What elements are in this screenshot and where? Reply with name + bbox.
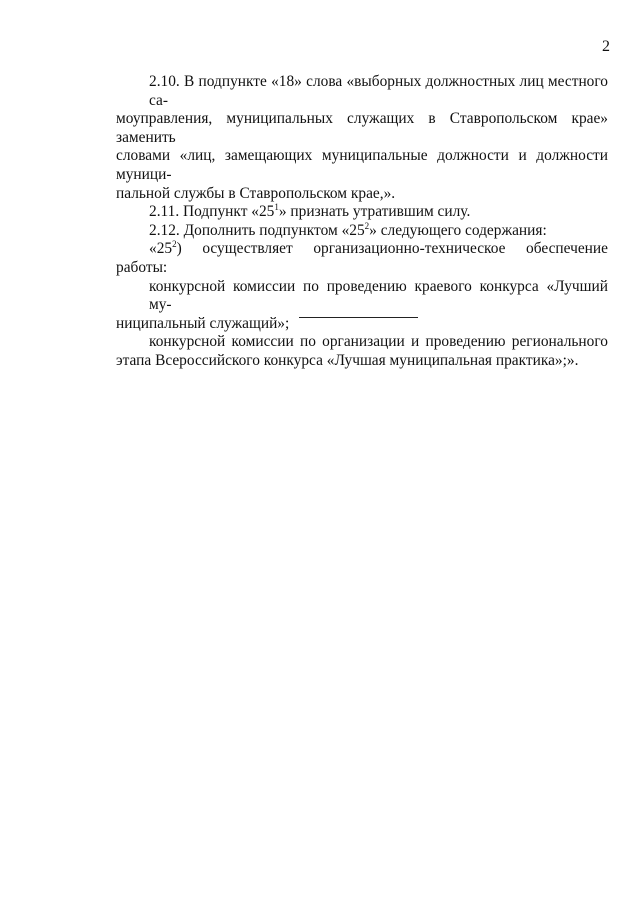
text-line: моуправления, муниципальных служащих в Ставропольском крае» заменить xyxy=(116,110,608,146)
text-fragment: ) осуществляет организационно-техническое обеспечение работы: xyxy=(116,240,608,276)
text-line: этапа Всероссийского конкурса «Лучшая муниципальная практика»;». xyxy=(116,351,579,369)
superscript: 1 xyxy=(274,202,279,213)
text-fragment: «25 xyxy=(149,240,173,258)
text-fragment: » признать утратившим силу. xyxy=(278,203,471,221)
paragraph-subitem-25-2 xyxy=(116,240,608,277)
end-of-document-rule xyxy=(299,317,418,318)
text-line: ниципальный служащий»; xyxy=(116,314,290,332)
text-line: словами «лиц, замещающих муниципальные должности и должности муници- xyxy=(116,147,608,183)
paragraph-2-12 xyxy=(116,222,608,241)
paragraph-contest-best-practice xyxy=(116,333,608,370)
text-line: конкурсной комиссии по проведению краевого конкурса «Лучший му- xyxy=(149,277,608,314)
page-number: 2 xyxy=(602,38,610,55)
text-line: конкурсной комиссии по организации и проведению регионального xyxy=(149,333,608,351)
text-fragment: » следующего содержания: xyxy=(369,221,547,239)
paragraph-contest-best-servant xyxy=(116,278,608,334)
text-line: 2.10. В подпункте «18» слова «выборных должностных лиц местного са- xyxy=(149,73,608,109)
paragraph-2-11 xyxy=(116,203,608,222)
text-line: пальной службы в Ставропольском крае,». xyxy=(116,184,396,202)
superscript: 2 xyxy=(172,239,177,250)
superscript: 2 xyxy=(364,220,370,231)
text-fragment: 2.11. Подпункт «25 xyxy=(149,203,275,221)
text-fragment: 2.12. Дополнить подпунктом «25 xyxy=(149,221,365,239)
paragraph-2-10 xyxy=(116,73,608,203)
document-body xyxy=(116,73,608,371)
